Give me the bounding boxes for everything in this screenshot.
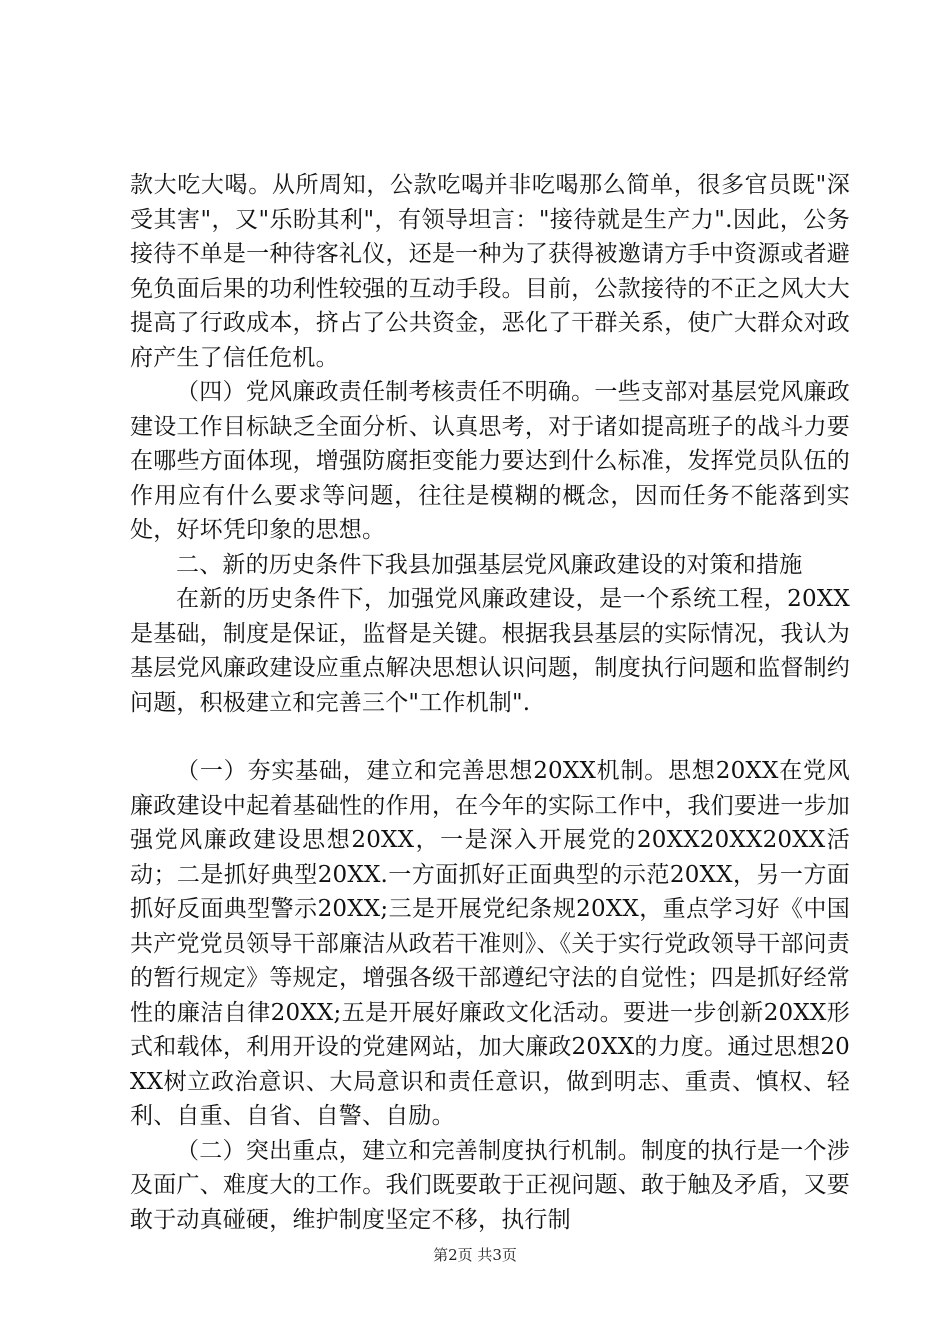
paragraph: （二）突出重点，建立和完善制度执行机制。制度的执行是一个涉及面广、难度大的工作。我们既要敢于正视问题、敢于触及矛盾，又要敢于动真碰硬，维护制度坚定不移，执行制 — [130, 1137, 850, 1233]
paragraph: （四）党风廉政责任制考核责任不明确。一些支部对基层党风廉政建设工作目标缺乏全面分析、认真思考，对于诸如提高班子的战斗力要在哪些方面体现，增强防腐拒变能力要达到什么标准，发挥党员队伍的作用应有什么要求等问题，往往是模糊的概念，因而任务不能落到实处，好坏凭印象的思想。 — [130, 379, 850, 543]
page-number-footer: 第2页 共3页 — [433, 1246, 517, 1264]
paragraph: 在新的历史条件下，加强党风廉政建设，是一个系统工程，20XX是基础，制度是保证，监督是关键。根据我县基层的实际情况，我认为基层党风廉政建设应重点解决思想认识问题，制度执行问题和监督制约问题，积极建立和完善三个"工作机制". — [130, 586, 850, 716]
paragraph: （一）夯实基础，建立和完善思想20XX机制。思想20XX在党风廉政建设中起着基础性的作用，在今年的实际工作中，我们要进一步加强党风廉政建设思想20XX，一是深入开展党的20XX20XX20XX活动；二是抓好典型20XX.一方面抓好正面典型的示范20XX，另一方面抓好反面典型警示20XX;三是开展党纪条规20XX，重点学习好《中国共产党党员领导干部廉洁从政若干准则》、《关于实行党政领导干部问责的暂行规定》等规定，增强各级干部遵纪守法的自觉性；四是抓好经常性的廉洁自律20XX;五是开展好廉政文化活动。要进一步创新20XX形式和载体，利用开设的党建网站，加大廉政20XX的力度。通过思想20XX树立政治意识、大局意识和责任意识，做到明志、重责、慎权、轻利、自重、自省、自警、自励。 — [130, 758, 850, 1129]
document-body — [130, 168, 850, 1237]
paragraph: 款大吃大喝。从所周知，公款吃喝并非吃喝那么简单，很多官员既"深受其害"，又"乐盼其利"，有领导坦言："接待就是生产力".因此，公务接待不单是一种待客礼仪，还是一种为了获得被邀请方手中资源或者避免负面后果的功利性较强的互动手段。目前，公款接待的不正之风大大提高了行政成本，挤占了公共资金，恶化了干群关系，使广大群众对政府产生了信任危机。 — [130, 172, 850, 371]
paragraph-gap — [130, 720, 850, 754]
section-heading: 二、新的历史条件下我县加强基层党风廉政建设的对策和措施 — [176, 551, 803, 578]
